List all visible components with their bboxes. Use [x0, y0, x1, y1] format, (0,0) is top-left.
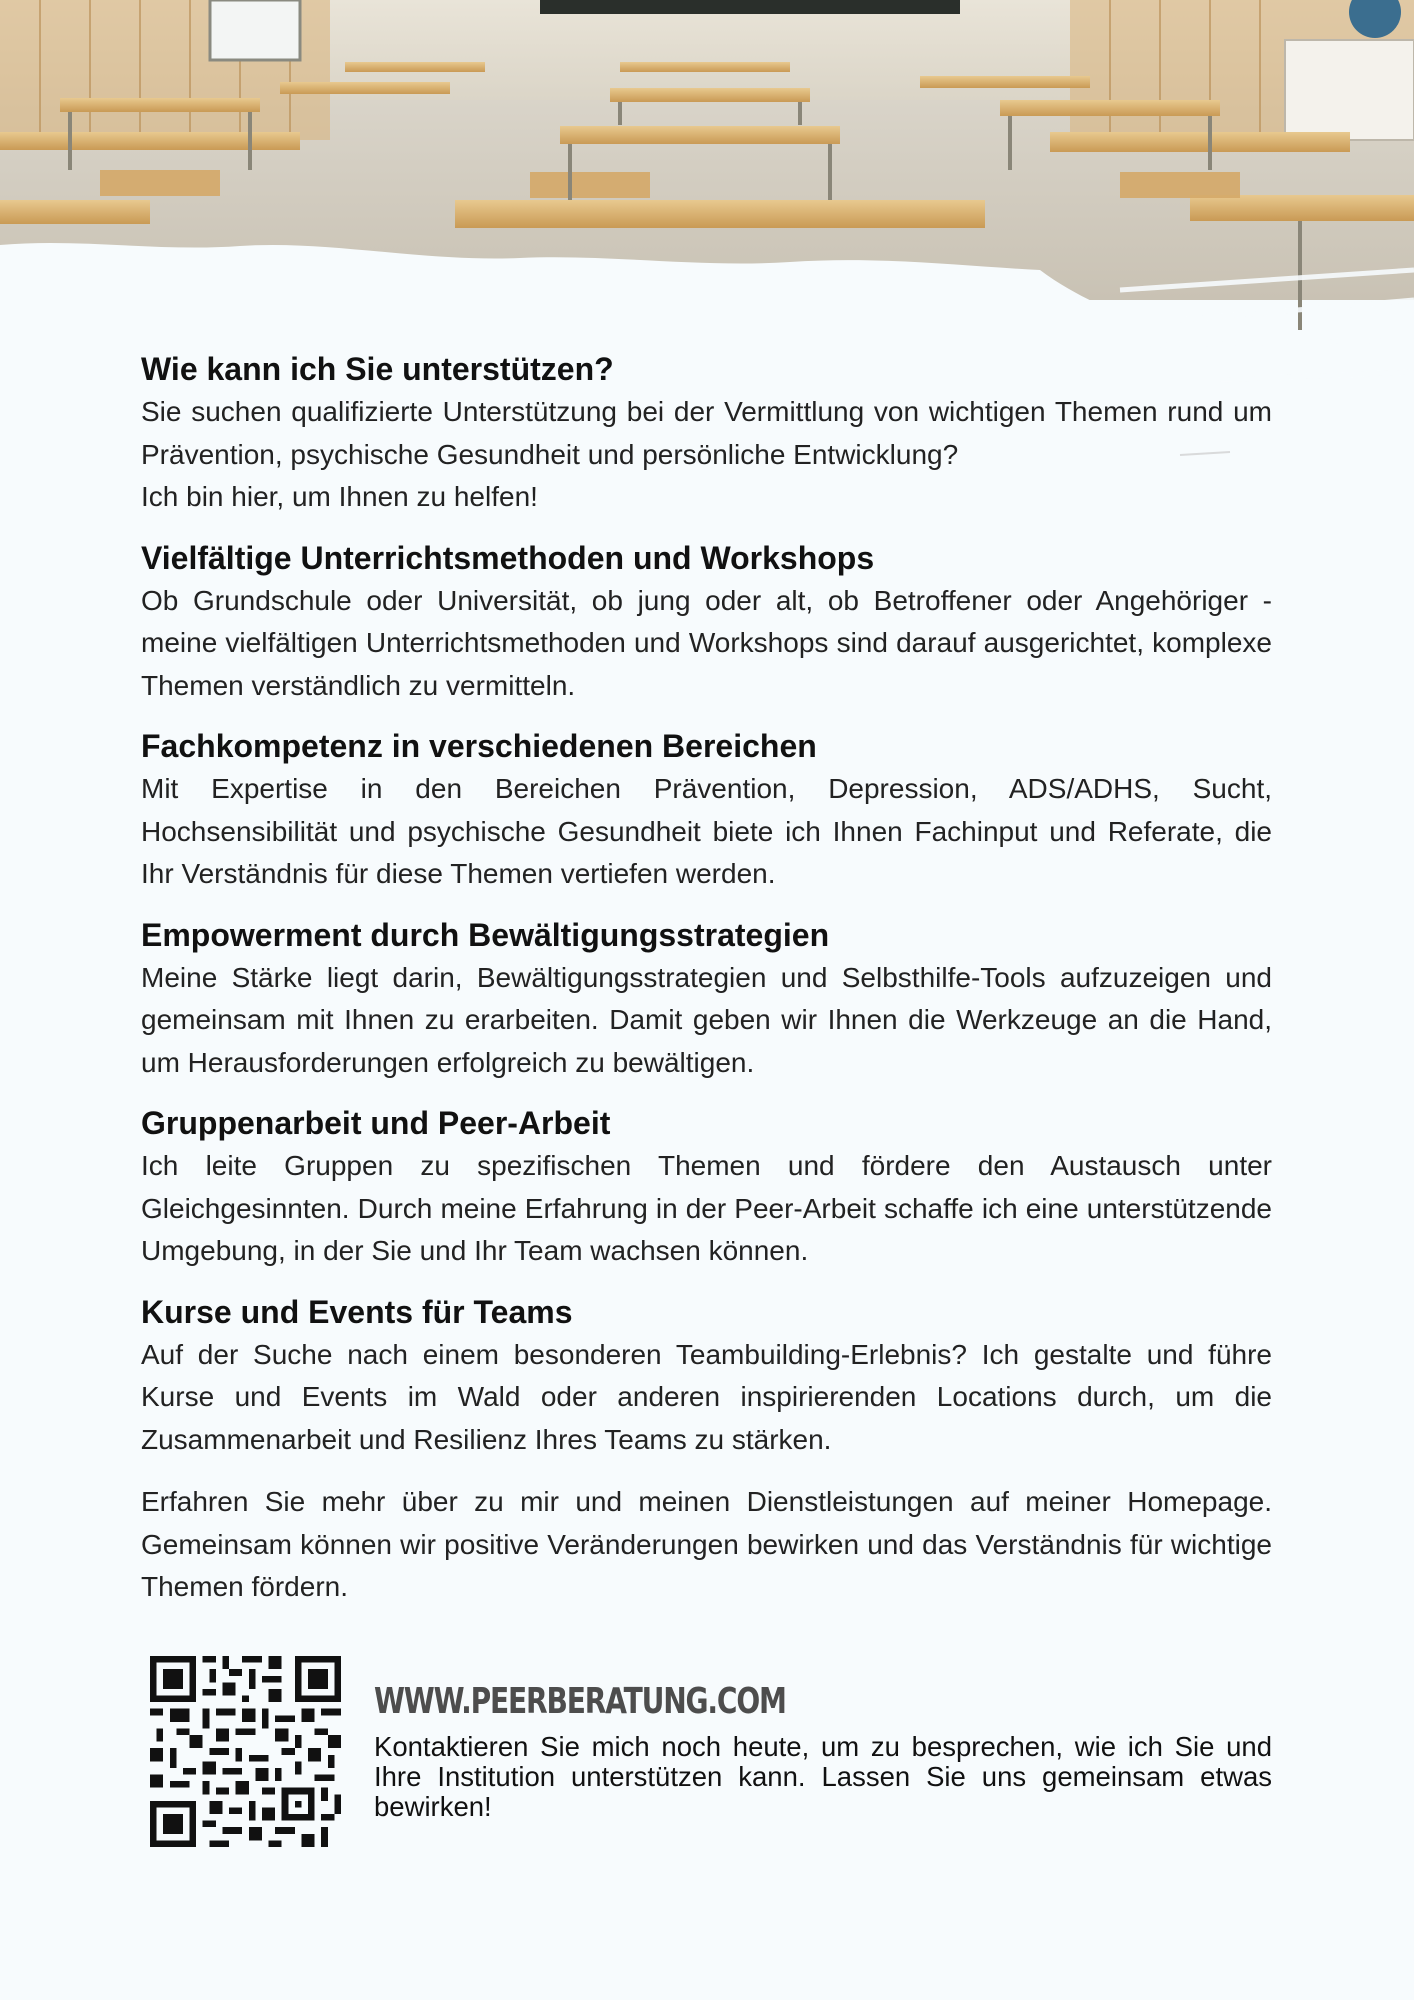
section-text: Ich leite Gruppen zu spezifischen Themen und fördere den Austausch unter Gleichgesinnten. Durch meine Erfahrung in der Peer-Arbeit schaffe ich eine unterstützende Umgebung, in der Sie und Ihr Team wachsen können. [141, 1150, 1272, 1266]
footer-text [374, 1680, 1272, 1822]
section-support [141, 350, 1272, 519]
main-content [141, 350, 1272, 1609]
section-group-work [141, 1104, 1272, 1273]
qr-code-icon[interactable] [150, 1655, 341, 1848]
section-text: Auf der Suche nach einem besonderen Teambuilding-Erlebnis? Ich gestalte und führe Kurse und Events im Wald oder anderen inspirierenden Locations durch, um die Zusammenarbeit und Resilienz Ihres Teams zu stärken. [141, 1338, 1272, 1455]
section-expertise [141, 727, 1272, 896]
section-empowerment [141, 916, 1272, 1085]
section-team-events [141, 1293, 1272, 1462]
website-link[interactable]: WWW.PEERBERATUNG.COM [374, 1681, 786, 1722]
section-text [141, 391, 1272, 519]
section-heading: Fachkompetenz in verschiedenen Bereichen [141, 728, 817, 764]
section-methods [141, 539, 1272, 708]
footer [141, 1655, 1272, 1855]
section-heading: Empowerment durch Bewältigungsstrategien [141, 916, 830, 953]
section-text: Ob Grundschule oder Universität, ob jung oder alt, ob Betroffener oder Angehöriger - meine vielfältigen Unterrichtsmethoden und Workshops sind darauf ausgerichtet, komplexe Themen verständlich zu vermitteln. [141, 584, 1272, 701]
section-heading: Vielfältige Unterrichtsmethoden und Workshops [141, 539, 875, 576]
outro-text: Erfahren Sie mehr über zu mir und meinen Dienstleistungen auf meiner Homepage. Gemeinsam können wir positive Veränderungen bewirken und das Verständnis für wichtige Themen fördern. [141, 1486, 1272, 1602]
section-text-line: Ich bin hier, um Ihnen zu helfen! [141, 481, 538, 512]
section-text: Mit Expertise in den Bereichen Prävention, Depression, ADS/ADHS, Sucht, Hochsensibilität und psychische Gesundheit biete ich Ihnen Fachinput und Referate, die Ihr Verständnis für diese Themen vertiefen werden. [141, 773, 1272, 889]
section-heading: Wie kann ich Sie unterstützen? [141, 351, 614, 387]
section-text: Meine Stärke liegt darin, Bewältigungsstrategien und Selbsthilfe-Tools aufzuzeigen und gemeinsam mit Ihnen zu erarbeiten. Damit geben wir Ihnen die Werkzeuge an die Hand, um Herausforderungen erfolgreich zu bewältigen. [141, 961, 1272, 1078]
section-heading: Gruppenarbeit und Peer-Arbeit [141, 1105, 611, 1141]
section-heading: Kurse und Events für Teams [141, 1293, 573, 1330]
contact-text: Kontaktieren Sie mich noch heute, um zu besprechen, wie ich Sie und Ihre Institution unterstützen kann. Lassen Sie uns gemeinsam etwas bewirken! [374, 1731, 1272, 1822]
section-text-line: Sie suchen qualifizierte Unterstützung bei der Vermittlung von wichtigen Themen rund um Prävention, psychische Gesundheit und persönliche Entwicklung? [141, 396, 1272, 470]
